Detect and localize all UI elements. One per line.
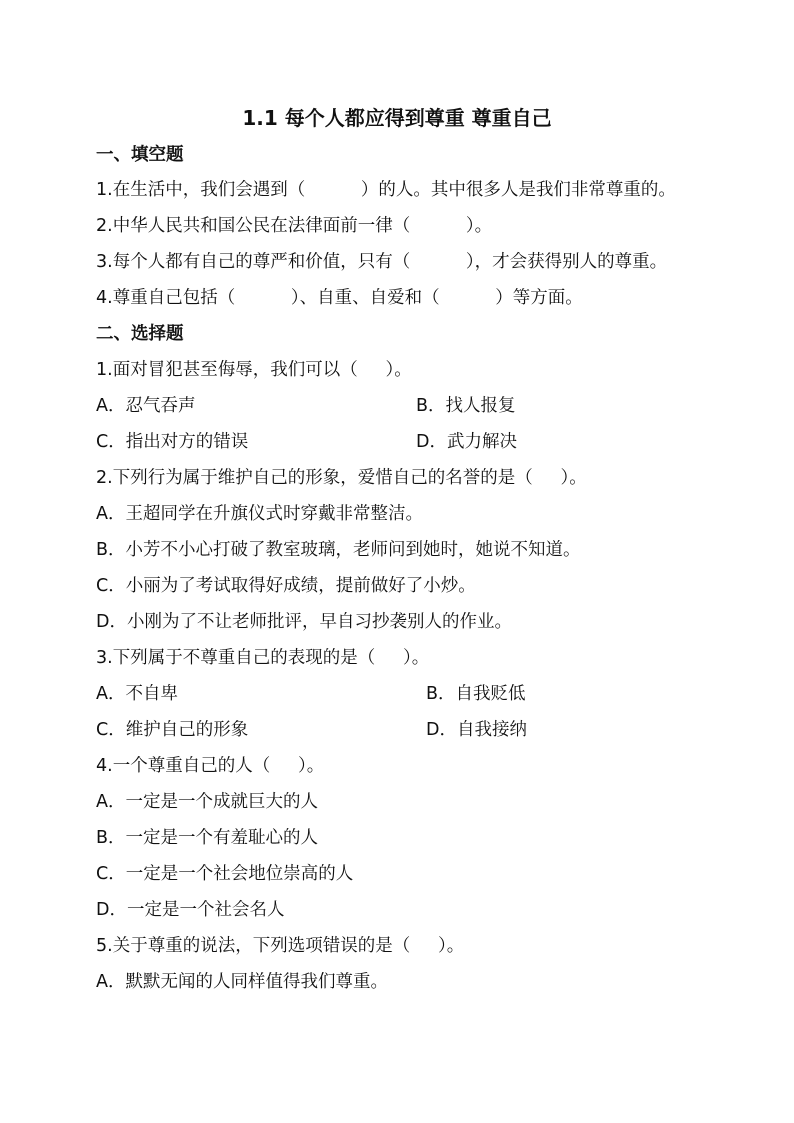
choice-question-1-option-a: A．忍气吞声 <box>96 396 196 416</box>
choice-question-2-stem: 2.下列行为属于维护自己的形象，爱惜自己的名誉的是（ ）。 <box>96 468 587 488</box>
page-title: 1.1 每个人都应得到尊重 尊重自己 <box>242 106 552 130</box>
choice-question-4-option-a: A．一定是一个成就巨大的人 <box>96 792 318 812</box>
section-heading-choice: 二、选择题 <box>96 324 184 344</box>
choice-question-5-option-a: A．默默无闻的人同样值得我们尊重。 <box>96 972 388 992</box>
choice-question-2-option-a: A．王超同学在升旗仪式时穿戴非常整洁。 <box>96 504 423 524</box>
choice-question-4-option-b: B．一定是一个有羞耻心的人 <box>96 828 319 848</box>
choice-question-3-option-b: B．自我贬低 <box>426 684 526 704</box>
choice-question-3-option-d: D．自我接纳 <box>426 720 527 740</box>
choice-question-4-stem: 4.一个尊重自己的人（ ）。 <box>96 756 325 776</box>
choice-question-3-option-c: C．维护自己的形象 <box>96 720 249 740</box>
choice-question-3-stem: 3.下列属于不尊重自己的表现的是（ ）。 <box>96 648 430 668</box>
choice-question-1-option-c: C．指出对方的错误 <box>96 432 249 452</box>
choice-question-5-stem: 5.关于尊重的说法，下列选项错误的是（ ）。 <box>96 936 465 956</box>
choice-question-2-option-c: C．小丽为了考试取得好成绩，提前做好了小炒。 <box>96 576 476 596</box>
choice-question-4-option-d: D．一定是一个社会名人 <box>96 900 285 920</box>
fill-blank-question-4: 4.尊重自己包括（ ）、自重、自爱和（ ）等方面。 <box>96 288 583 308</box>
fill-blank-question-2: 2.中华人民共和国公民在法律面前一律（ ）。 <box>96 216 493 236</box>
choice-question-2-option-d: D．小刚为了不让老师批评，早自习抄袭别人的作业。 <box>96 612 512 632</box>
fill-blank-question-1: 1.在生活中，我们会遇到（ ）的人。其中很多人是我们非常尊重的。 <box>96 180 676 200</box>
choice-question-2-option-b: B．小芳不小心打破了教室玻璃，老师问到她时，她说不知道。 <box>96 540 581 560</box>
choice-question-1-stem: 1.面对冒犯甚至侮辱，我们可以（ ）。 <box>96 360 412 380</box>
choice-question-3-option-a: A．不自卑 <box>96 684 178 704</box>
choice-question-4-option-c: C．一定是一个社会地位崇高的人 <box>96 864 354 884</box>
section-heading-fill-blank: 一、填空题 <box>96 145 184 165</box>
fill-blank-question-3: 3.每个人都有自己的尊严和价值，只有（ ），才会获得别人的尊重。 <box>96 252 668 272</box>
choice-question-1-option-b: B．找人报复 <box>416 396 516 416</box>
choice-question-1-option-d: D．武力解决 <box>416 432 517 452</box>
